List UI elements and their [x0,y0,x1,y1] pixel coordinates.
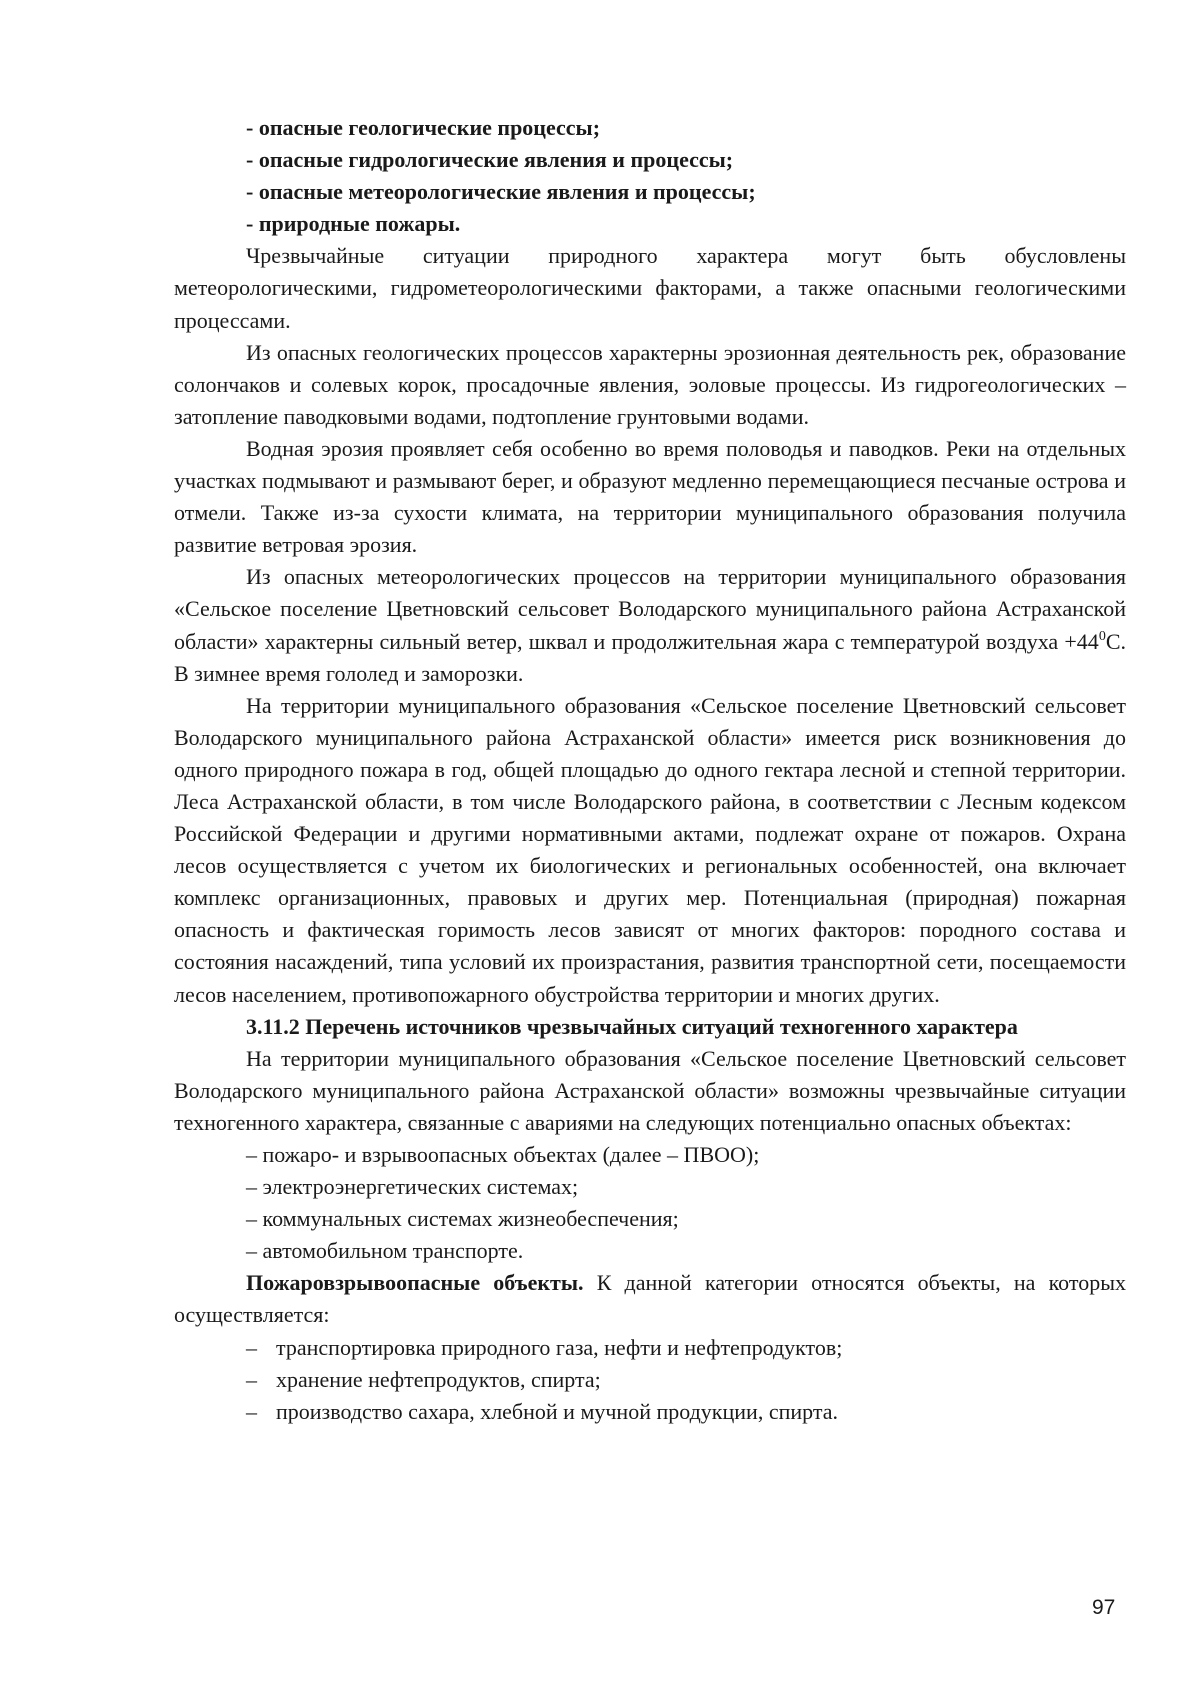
hazard-list-item: - опасные гидрологические явления и процессы; [246,147,734,173]
dash-marker: – [246,1398,257,1424]
degree-superscript: 0 [1098,628,1106,644]
document-page [174,112,1126,1428]
dash-marker: – [246,1334,257,1360]
object-list-item: – автомобильном транспорте. [246,1238,524,1264]
activity-list-item [174,1364,1126,1396]
paragraph-text: К данной категории относятся объекты, на которых осуществляется: [174,1270,1126,1328]
activity-text: хранение нефтепродуктов, спирта; [276,1366,601,1392]
hazard-list-item: - опасные метеорологические явления и процессы; [246,179,756,205]
paragraph-technogenic: На территории муниципального образования «Сельское поселение Цветновский сельсовет Володарского муниципального района Астраханской области» возможны чрезвычайные ситуации техногенного характера, связанные с авариями на следующих потенциально опасных объектах: [174,1045,1126,1135]
paragraph-natural-emergencies: Чрезвычайные ситуации природного характера могут быть обусловлены метеорологическими, гидрометеорологическими факторами, а также опасными геологическими процессами. [174,243,1126,333]
dash-marker: – [246,1366,257,1392]
hazard-list-item: - природные пожары. [246,211,461,237]
activity-list-item [174,1396,1126,1428]
paragraph-text: С. В зимнее время гололед и заморозки. [174,628,1126,686]
activity-text: производство сахара, хлебной и мучной продукции, спирта. [276,1398,838,1424]
activity-text: транспортировка природного газа, нефти и нефтепродуктов; [276,1334,843,1360]
object-list-item: – пожаро- и взрывоопасных объектах (далее – ПВОО); [246,1142,760,1167]
paragraph-meteorological-processes [174,561,1126,689]
paragraph-water-erosion: Водная эрозия проявляет себя особенно во время половодья и паводков. Реки на отдельных участках подмывают и размывают берег, и образуют медленно перемещающиеся песчаные острова и отмели. Также из-за сухости климата, на территории муниципального образования получила развитие ветровая эрозия. [174,435,1126,558]
object-list-item: – электроэнергетических системах; [246,1174,579,1200]
paragraph-text: Из опасных метеорологических процессов на территории муниципального образования «Сельское поселение Цветновский сельсовет Володарского муниципального района Астраханской области» характерны сильный ветер, шквал и продолжительная жара с температурой воздуха +44 [174,564,1126,654]
paragraph-bold-lead: Пожаровзрывоопасные объекты. [246,1270,584,1296]
page-number: 97 [1092,1596,1116,1619]
hazard-list-item: - опасные геологические процессы; [246,115,601,140]
object-list-item: – коммунальных системах жизнеобеспечения; [246,1206,679,1232]
paragraph-wildfires: На территории муниципального образования «Сельское поселение Цветновский сельсовет Володарского муниципального района Астраханской области» имеется риск возникновения до одного природного пожара в год, общей площадью до одного гектара лесной и степной территории. Леса Астраханской области, в том числе Володарского района, в соответствии с Лесным кодексом Российской Федерации и другими нормативными актами, подлежат охране от пожаров. Охрана лесов осуществляется с учетом их биологических и региональных особенностей, она включает комплекс организационных, правовых и других мер. Потенциальная (природная) пожарная опасность и фактическая горимость лесов зависят от многих факторов: породного состава и состояния насаждений, типа условий их произрастания, развития транспортной сети, посещаемости лесов населением, противопожарного обустройства территории и многих других. [174,692,1126,1007]
paragraph-fire-explosive-objects [174,1267,1126,1331]
activity-list-item [174,1332,1126,1364]
section-heading: 3.11.2 Перечень источников чрезвычайных ситуаций техногенного характера [246,1013,1018,1039]
paragraph-geological-processes: Из опасных геологических процессов характерны эрозионная деятельность рек, образование солончаков и солевых корок, просадочные явления, эоловые процессы. Из гидрогеологических – затопление паводковыми водами, подтопление грунтовыми водами. [174,339,1126,429]
